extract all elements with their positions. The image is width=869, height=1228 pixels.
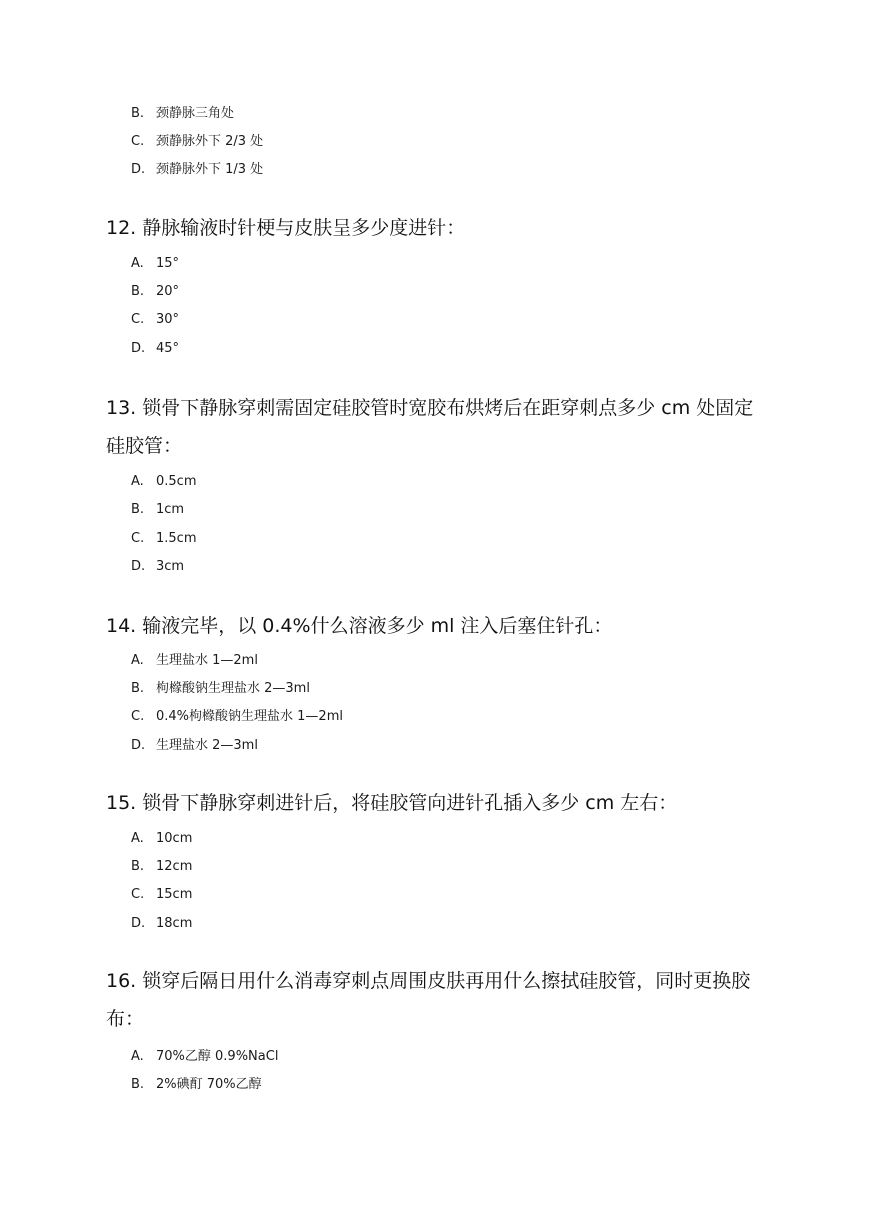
option-text: 3cm [156, 559, 185, 574]
option-text: 颈静脉三角处 [156, 106, 235, 121]
option-text: 12cm [156, 859, 193, 874]
option-letter: D. [131, 916, 146, 931]
option-text: 70%乙醇 0.9%NaCl [156, 1049, 279, 1064]
option-letter: D. [131, 559, 146, 574]
option-text: 0.5cm [156, 474, 197, 489]
option-text: 枸橼酸钠生理盐水 2—3ml [156, 681, 310, 696]
q13-option-d [131, 558, 184, 576]
option-letter: C. [131, 709, 145, 724]
option-letter: A. [131, 653, 144, 668]
question-14-stem: 14. 输液完毕，以 0.4%什么溶液多少 ml 注入后塞住针孔： [106, 615, 613, 637]
option-letter: B. [131, 502, 145, 517]
q15-option-d [131, 915, 192, 933]
q15-option-b [131, 858, 192, 876]
option-letter: D. [131, 162, 146, 177]
prev-option-c [131, 133, 263, 151]
option-text: 15° [156, 256, 180, 271]
q14-option-a [131, 652, 258, 670]
question-13-stem: 13. 锁骨下静脉穿刺需固定硅胶管时宽胶布烘烤后在距穿刺点多少 cm 处固定硅胶管： [106, 397, 754, 457]
q12-option-d [131, 340, 179, 358]
option-letter: A. [131, 1049, 144, 1064]
option-text: 20° [156, 284, 180, 299]
option-text: 颈静脉外下 1/3 处 [156, 162, 264, 177]
question-15-stem: 15. 锁骨下静脉穿刺进针后，将硅胶管向进针孔插入多少 cm 左右： [106, 792, 678, 814]
option-letter: C. [131, 312, 145, 327]
option-letter: D. [131, 738, 146, 753]
option-letter: A. [131, 256, 144, 271]
option-letter: C. [131, 134, 145, 149]
q13-option-c [131, 530, 197, 548]
q14-option-b [131, 680, 310, 698]
question-12-stem: 12. 静脉输液时针梗与皮肤呈多少度进针： [106, 217, 466, 239]
q15-option-a [131, 830, 192, 848]
option-letter: B. [131, 681, 145, 696]
option-text: 1cm [156, 502, 185, 517]
q12-option-c [131, 311, 179, 329]
option-text: 2%碘酊 70%乙醇 [156, 1077, 262, 1092]
q16-option-b [131, 1076, 262, 1094]
option-text: 颈静脉外下 2/3 处 [156, 134, 264, 149]
prev-option-b [131, 105, 234, 123]
option-text: 0.4%枸橼酸钠生理盐水 1—2ml [156, 709, 343, 724]
q14-option-c [131, 708, 343, 726]
option-text: 10cm [156, 831, 193, 846]
q14-option-d [131, 737, 258, 755]
option-text: 30° [156, 312, 180, 327]
option-text: 45° [156, 341, 180, 356]
q16-option-a [131, 1048, 278, 1066]
q12-option-b [131, 283, 179, 301]
option-text: 生理盐水 1—2ml [156, 653, 258, 668]
q13-option-a [131, 473, 197, 491]
option-letter: B. [131, 284, 145, 299]
option-letter: C. [131, 531, 145, 546]
option-letter: A. [131, 831, 144, 846]
option-text: 15cm [156, 887, 193, 902]
prev-option-d [131, 161, 263, 179]
option-letter: B. [131, 106, 145, 121]
option-text: 1.5cm [156, 531, 197, 546]
option-letter: C. [131, 887, 145, 902]
option-letter: A. [131, 474, 144, 489]
option-text: 18cm [156, 916, 193, 931]
option-letter: D. [131, 341, 146, 356]
q15-option-c [131, 886, 192, 904]
option-letter: B. [131, 859, 145, 874]
option-letter: B. [131, 1077, 145, 1092]
q12-option-a [131, 255, 179, 273]
question-16-stem: 16. 锁穿后隔日用什么消毒穿刺点周围皮肤再用什么擦拭硅胶管，同时更换胶布： [106, 970, 751, 1030]
option-text: 生理盐水 2—3ml [156, 738, 258, 753]
q13-option-b [131, 501, 184, 519]
